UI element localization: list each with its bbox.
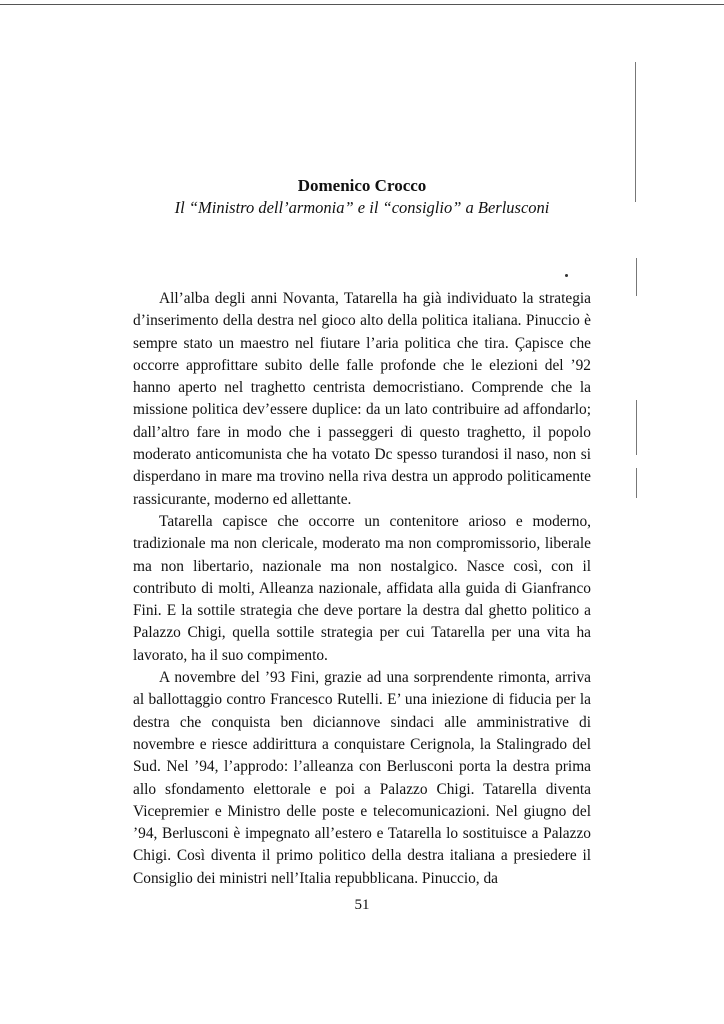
chapter-header <box>133 175 591 219</box>
paragraph: Tatarella capisce che occorre un contenitore arioso e moderno, tradizionale ma non clericale, moderato ma non compromissorio, liberale ma non libertario, nazionale ma non nostalgico. Nasce così, con il contributo di molti, Alleanza nazionale, affidata alla guida di Gianfranco Fini. E la sottile strategia che deve portare la destra dal ghetto politico a Palazzo Chigi, quella sottile strategia per cui Tatarella per una vita ha lavorato, ha il suo compimento. <box>133 512 591 664</box>
scan-top-rule <box>0 4 724 5</box>
chapter-subtitle: Il “Ministro dell’armonia” e il “consiglio” a Berlusconi <box>174 198 550 217</box>
scan-edge-mark <box>636 258 637 296</box>
body-text <box>133 288 591 890</box>
paragraph: All’alba degli anni Novanta, Tatarella ha già individuato la strategia d’inserimento della destra nel gioco alto della politica italiana. Pinuccio è sempre stato un maestro nel fiutare l’aria politica che tira. Çapisce che occorre approfittare subito delle falle profonde che le elezioni del ’92 hanno aperto nel traghetto centrista democristiano. Comprende che la missione politica dev’essere duplice: da un lato contribuire ad affondarlo; dall’altro fare in modo che i passeggeri di questo traghetto, il popolo moderato anticomunista che ha votato Dc spesso turandosi il naso, non si disperdano in mare ma trovino nella riva destra un approdo politicamente rassicurante, moderno ed allettante. <box>133 290 591 508</box>
page-number: 51 <box>354 897 370 913</box>
scan-edge-mark <box>636 468 637 498</box>
scan-edge-mark <box>635 62 636 202</box>
paragraph: A novembre del ’93 Fini, grazie ad una sorprendente rimonta, arriva al ballottaggio contro Francesco Rutelli. E’ una iniezione di fiducia per la destra che conquista ben diciannove sindaci alle amministrative di novembre e riesce addirittura a conquistare Cerignola, la Stalingrado del Sud. Nel ’94, l’approdo: l’alleanza con Berlusconi porta la destra prima allo sfondamento elettorale e poi a Palazzo Chigi. Tatarella diventa Vicepremier e Ministro delle poste e telecomunicazioni. Nel giugno del ’94, Berlusconi è impegnato all’estero e Tatarella lo sostituisce a Palazzo Chigi. Così diventa il primo politico della destra italiana a presiedere il Consiglio dei ministri nell’Italia repubblicana. Pinuccio, da <box>133 669 591 887</box>
scan-edge-mark <box>636 400 637 455</box>
chapter-author: Domenico Crocco <box>297 176 427 195</box>
scan-speck <box>565 274 568 277</box>
